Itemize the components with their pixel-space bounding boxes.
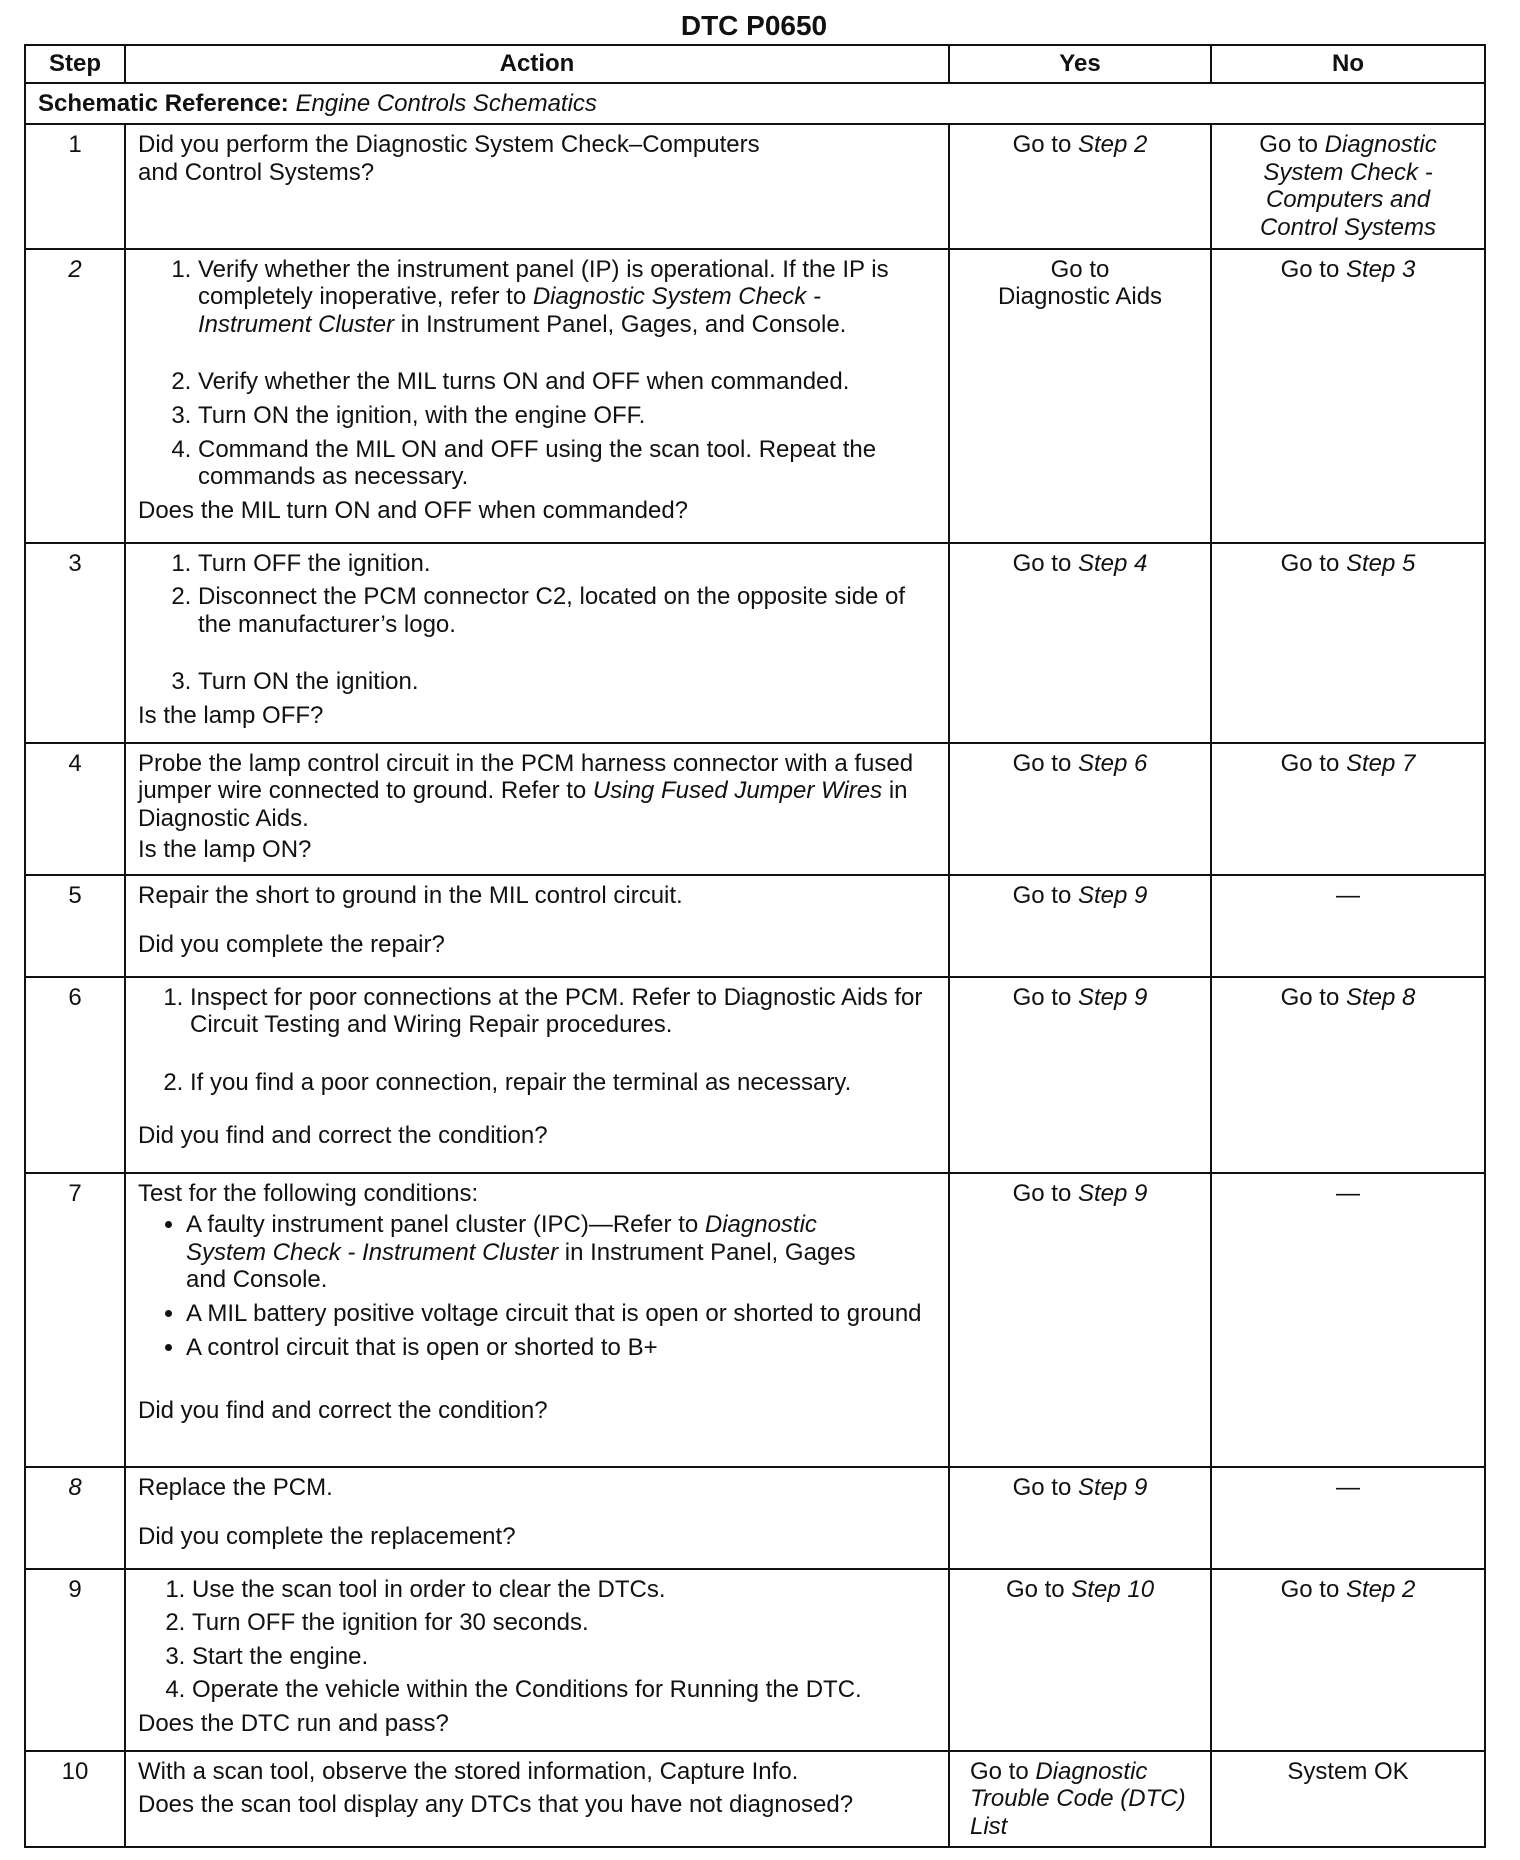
yes-goto-link[interactable]: Step 6 [1077,749,1148,777]
action-text: Did you perform the Diagnostic System Check–Computers and Control Systems? [138,131,760,186]
step-row-3 [25,543,1485,743]
step-row-5 [25,875,1485,977]
yes-cell [949,124,1211,248]
action-cell [125,743,949,875]
step-number: 6 [25,977,125,1173]
step-row-10 [25,1751,1485,1848]
yes-cell [949,977,1211,1173]
yes-goto-link[interactable]: Step 2 [1077,131,1148,159]
procedure-item: 2. Verify whether the MIL turns ON and OFF when commanded. [198,368,936,396]
no-goto-link[interactable]: Step 2 [1345,1575,1416,1603]
schematic-reference-link[interactable]: Engine Controls Schematics [295,89,597,117]
step-number: 5 [25,875,125,977]
procedure-item: 2. Disconnect the PCM connector C2, located on the opposite side of the manufacturer’s logo. [198,583,936,638]
goto-prefix: Go to [1012,983,1072,1011]
action-text: With a scan tool, observe the stored information, Capture Info. [138,1757,799,1785]
no-cell: — [1211,1467,1485,1569]
yes-cell [949,1751,1211,1848]
action-cell [125,1751,949,1848]
procedure-item: 4. Operate the vehicle within the Conditions for Running the DTC. [192,1676,936,1704]
question-text: Did you complete the replacement? [138,1523,516,1551]
action-link[interactable]: Using Fused Jumper Wires [592,777,883,805]
step-number: 2 [25,249,125,543]
step-row-8 [25,1467,1485,1569]
yes-cell [949,1173,1211,1467]
no-cell: System OK [1211,1751,1485,1848]
goto-prefix: Go to [1012,1473,1072,1501]
no-goto-link[interactable]: Step 7 [1345,749,1416,777]
step-number: 8 [25,1467,125,1569]
action-cell [125,249,949,543]
procedure-item: 3. Turn ON the ignition. [198,668,936,696]
goto-prefix: Go to [1012,881,1072,909]
question-text: Did you find and correct the condition? [138,1397,548,1425]
header-step: Step [25,45,125,83]
yes-cell [949,875,1211,977]
diagnostic-table [24,44,1486,1848]
action-cell [125,977,949,1173]
yes-goto-link[interactable]: Step 4 [1077,549,1148,577]
action-cell [125,1173,949,1467]
yes-goto-link[interactable]: Diagnostic Trouble Code (DTC) List [970,1757,1186,1840]
yes-cell [949,1569,1211,1751]
header-row [25,45,1485,83]
goto-prefix: Go to [1280,255,1340,283]
goto-prefix: Go to [1012,1179,1072,1207]
step-number: 4 [25,743,125,875]
condition-item: • A faulty instrument panel cluster (IPC)—Refer to Diagnostic System Check - Instrument Cluster in Instrument Panel, Gages and Console. [186,1211,886,1294]
procedure-item: 1. Use the scan tool in order to clear the DTCs. [192,1576,936,1604]
no-cell [1211,249,1485,543]
procedure-item: 4. Command the MIL ON and OFF using the scan tool. Repeat the commands as necessary. [198,436,936,491]
condition-item: • A control circuit that is open or shorted to B+ [186,1334,936,1362]
goto-prefix: Go to [1005,1575,1065,1603]
procedure-item: 3. Start the engine. [192,1643,936,1671]
procedure-item: 1. Inspect for poor connections at the PCM. Refer to Diagnostic Aids for Circuit Testing and Wiring Repair procedures. [190,984,936,1039]
condition-list [138,1211,936,1361]
header-yes: Yes [949,45,1211,83]
yes-goto-link[interactable]: Step 9 [1077,881,1148,909]
goto-prefix: Go to [1280,983,1340,1011]
goto-prefix: Go to [1012,549,1072,577]
step-number: 3 [25,543,125,743]
action-cell [125,1467,949,1569]
step-row-2 [25,249,1485,543]
step-row-9 [25,1569,1485,1751]
header-action: Action [125,45,949,83]
goto-prefix: Go to [1050,255,1110,283]
action-cell [125,1569,949,1751]
step-row-4 [25,743,1485,875]
no-cell [1211,1569,1485,1751]
schematic-reference [25,83,1485,125]
no-goto-link[interactable]: Step 8 [1345,983,1416,1011]
step-row-7 [25,1173,1485,1467]
question-text: Does the DTC run and pass? [138,1709,449,1737]
action-cell [125,543,949,743]
procedure-link[interactable]: Diagnostic System Check - Instrument Cluster [198,283,821,338]
document-page [24,8,1484,1848]
goto-prefix: Go to [1280,749,1340,777]
no-cell [1211,543,1485,743]
question-text: Did you complete the repair? [138,931,445,959]
step-number: 1 [25,124,125,248]
action-text: Probe the lamp control circuit in the PCM harness connector with a fused jumper wire connected to ground. Refer to Using Fused Jumper Wires in Diagnostic Aids. [138,749,914,832]
no-goto-link[interactable]: Step 3 [1345,255,1416,283]
condition-item: • A MIL battery positive voltage circuit that is open or shorted to ground [186,1300,936,1328]
procedure-item: 2. Turn OFF the ignition for 30 seconds. [192,1609,936,1637]
question-text: Does the MIL turn ON and OFF when commanded? [138,496,689,524]
action-cell [125,124,949,248]
procedure-list [138,256,936,491]
no-goto-link[interactable]: Step 5 [1345,549,1416,577]
goto-prefix: Go to [1280,549,1340,577]
step-row-6 [25,977,1485,1173]
step-number: 10 [25,1751,125,1848]
question-text: Is the lamp ON? [138,836,312,864]
goto-prefix: Go to [1012,131,1072,159]
no-cell: — [1211,875,1485,977]
question-text: Does the scan tool display any DTCs that you have not diagnosed? [138,1791,854,1819]
procedure-list [138,1576,936,1704]
goto-prefix: Go to [1280,1575,1340,1603]
no-cell [1211,124,1485,248]
no-goto-link[interactable]: Diagnostic System Check - Computers and Control Systems [1259,131,1437,241]
action-text: Test for the following conditions: [138,1179,479,1207]
header-no: No [1211,45,1485,83]
no-cell: — [1211,1173,1485,1467]
no-cell [1211,743,1485,875]
procedure-list [138,984,936,1097]
condition-link[interactable]: Diagnostic System Check - Instrument Cluster [186,1211,817,1266]
yes-goto-link[interactable]: Step 9 [1077,983,1148,1011]
step-number: 7 [25,1173,125,1467]
procedure-item: 3. Turn ON the ignition, with the engine OFF. [198,402,936,430]
yes-goto-link[interactable]: Step 9 [1077,1473,1148,1501]
goto-prefix: Go to [1259,131,1318,159]
goto-prefix: Go to [970,1757,1029,1785]
yes-cell [949,743,1211,875]
schematic-reference-label: Schematic Reference: [38,89,289,117]
procedure-item: 2. If you find a poor connection, repair the terminal as necessary. [190,1069,936,1097]
schematic-reference-row [25,83,1485,125]
question-text: Is the lamp OFF? [138,701,324,729]
step-number: 9 [25,1569,125,1751]
question-text: Did you find and correct the condition? [138,1122,548,1150]
yes-cell [949,249,1211,543]
yes-goto-link[interactable]: Diagnostic Aids [997,283,1163,311]
procedure-item: 1. Turn OFF the ignition. [198,550,936,578]
yes-cell [949,1467,1211,1569]
yes-goto-link[interactable]: Step 10 [1071,1575,1155,1603]
yes-cell [949,543,1211,743]
action-text: Repair the short to ground in the MIL control circuit. [138,881,683,909]
yes-goto-link[interactable]: Step 9 [1077,1179,1148,1207]
action-cell [125,875,949,977]
document-title: DTC P0650 [680,10,828,41]
procedure-item: 1. Verify whether the instrument panel (IP) is operational. If the IP is completely inoperative, refer to Diagnostic System Check - Instrument Cluster in Instrument Panel, Gages, and Console. [198,256,936,339]
goto-prefix: Go to [1012,749,1072,777]
step-row-1 [25,124,1485,248]
procedure-list [138,550,936,696]
no-cell [1211,977,1485,1173]
action-text: Replace the PCM. [138,1473,333,1501]
